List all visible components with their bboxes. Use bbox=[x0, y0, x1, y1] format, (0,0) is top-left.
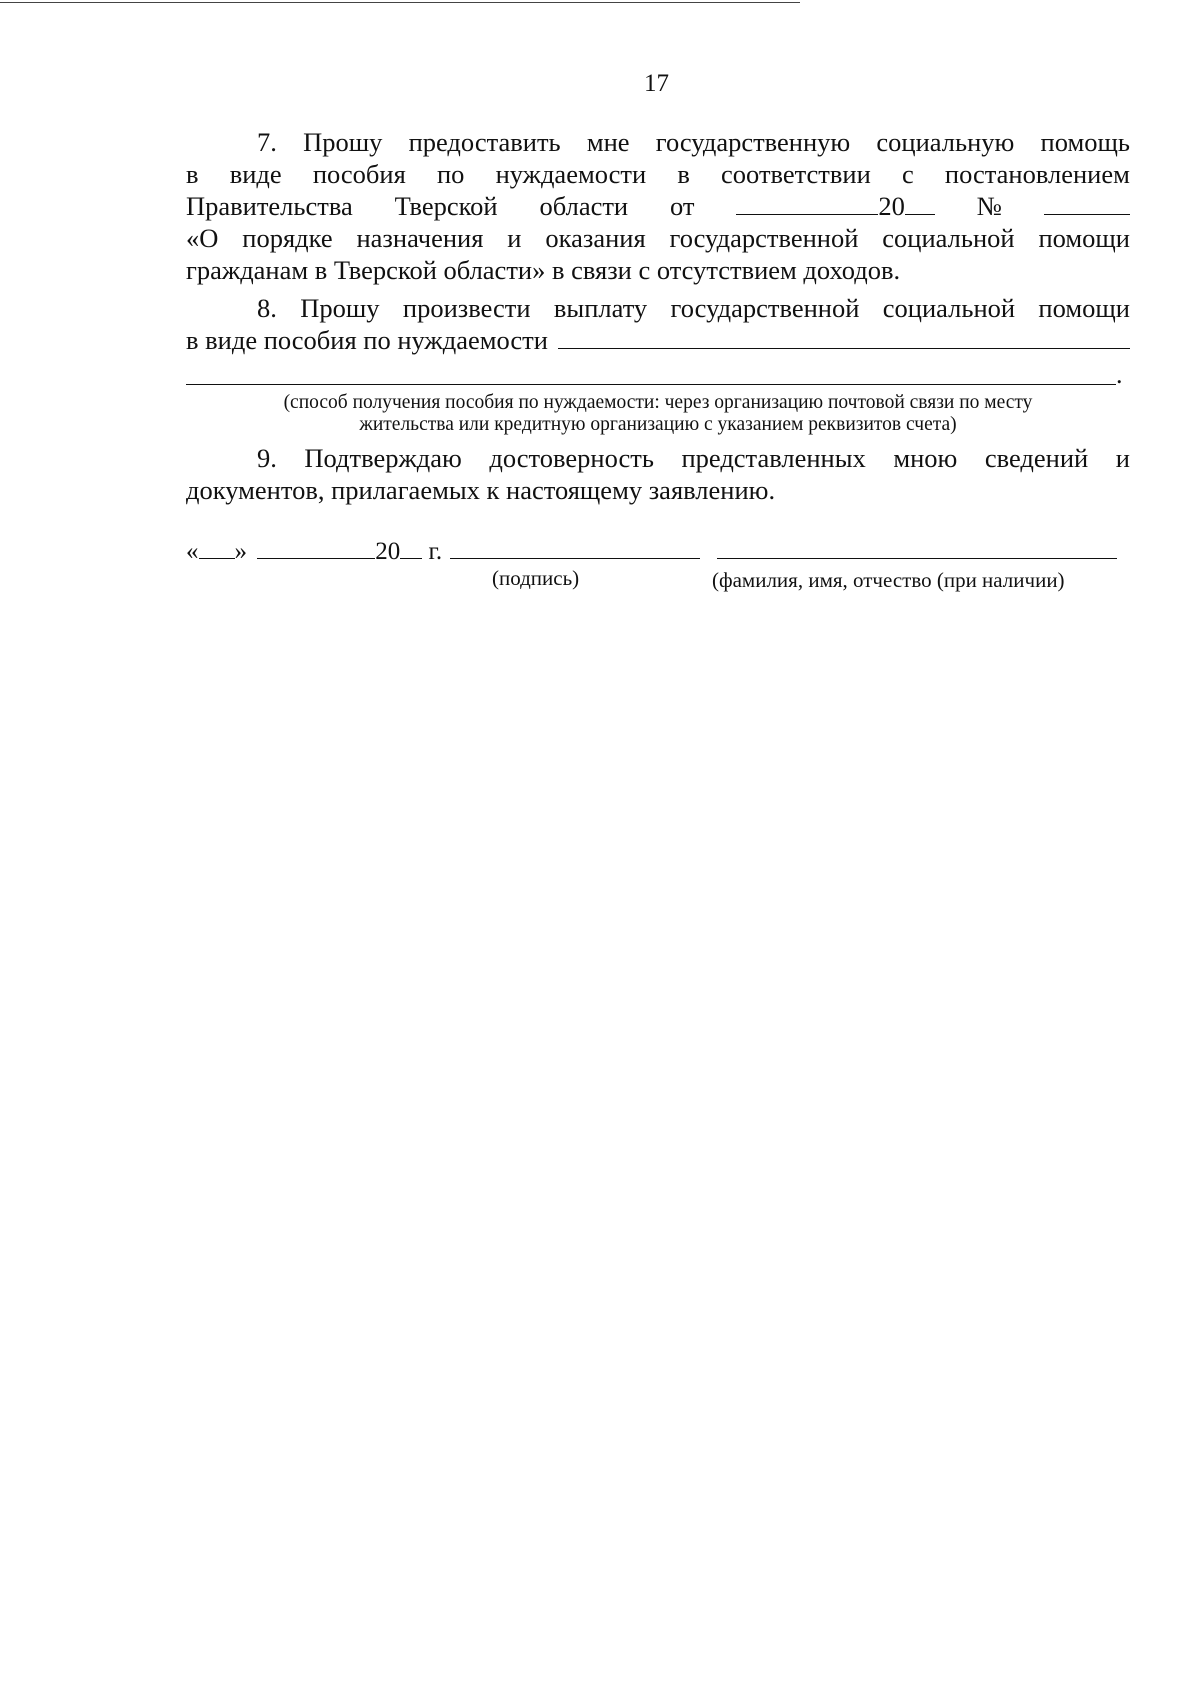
item-7-line-4-word-7: социальной bbox=[882, 223, 1015, 253]
date-year-prefix: 20 bbox=[375, 538, 401, 565]
date-year-suffix: г. bbox=[428, 538, 443, 565]
date-close-quote: » bbox=[234, 538, 247, 565]
item-7-line-1-word-2: Прошу bbox=[303, 127, 383, 157]
item-7-line-2-word-8: с bbox=[901, 159, 914, 189]
signature-blank[interactable] bbox=[450, 534, 700, 559]
item-8-line-1 bbox=[186, 292, 1130, 324]
item-7-line-2-word-5: нуждаемости bbox=[495, 159, 647, 189]
item-9-line-1-word-4: представленных bbox=[681, 443, 866, 473]
number-sign: № bbox=[976, 191, 1003, 221]
paragraph-item-9 bbox=[186, 442, 1130, 506]
item-7-line-1-text bbox=[257, 126, 1130, 158]
payment-method-caption-line-2: жительства или кредитную организацию с указанием реквизитов счета) bbox=[359, 414, 957, 435]
payment-method-blank-line-2[interactable] bbox=[186, 384, 1116, 385]
payment-method-caption-line-1: (способ получения пособия по нуждаемости: через организацию почтовой связи по месту bbox=[283, 392, 1033, 413]
signature-caption: (подпись) bbox=[492, 566, 580, 590]
item-8-line-2 bbox=[186, 324, 1130, 356]
payment-method-caption bbox=[186, 392, 1130, 436]
date-open-quote: « bbox=[186, 538, 199, 565]
item-7-line-4-word-1: «О bbox=[186, 223, 219, 253]
item-7-line-4-word-3: назначения bbox=[356, 223, 484, 253]
item-8-line-2-text: в виде пособия по нуждаемости bbox=[186, 325, 548, 355]
item-7-line-4-word-4: и bbox=[507, 223, 522, 253]
item-8-line-1-word-4: выплату bbox=[553, 293, 648, 323]
item-8-line-1-text bbox=[257, 292, 1130, 324]
top-edge-rule bbox=[0, 2, 800, 3]
item-7-line-3-word-1: Правительства bbox=[186, 191, 353, 221]
item-7-line-3-word-4: от bbox=[670, 191, 695, 221]
item-9-line-1-word-5: мною bbox=[893, 443, 958, 473]
item-8-line-1-word-5: государственной bbox=[670, 293, 860, 323]
item-9-line-1-text bbox=[257, 442, 1130, 474]
page-number: 17 bbox=[644, 70, 669, 97]
item-9-line-1-word-3: достоверность bbox=[489, 443, 654, 473]
item-7-line-4-word-8: помощи bbox=[1038, 223, 1130, 253]
item-9-line-1 bbox=[186, 442, 1130, 474]
item-7-line-1-word-5: государственную bbox=[655, 127, 851, 157]
item-7-line-1-word-7: помощь bbox=[1040, 127, 1130, 157]
item-7-line-4-word-2: порядке bbox=[242, 223, 333, 253]
item-7-line-3-word-3: области bbox=[539, 191, 629, 221]
full-name-blank[interactable] bbox=[717, 534, 1117, 559]
item-8-line-1-word-1: 8. bbox=[257, 293, 277, 323]
signature-row bbox=[186, 534, 1117, 566]
item-9-line-1-word-6: сведений bbox=[984, 443, 1089, 473]
item-9-line-1-word-2: Подтверждаю bbox=[304, 443, 462, 473]
item-7-line-1-word-3: предоставить bbox=[408, 127, 561, 157]
item-9-line-1-word-7: и bbox=[1115, 443, 1130, 473]
item-9-line-2: документов, прилагаемых к настоящему заявлению. bbox=[186, 475, 776, 505]
item-8-line-1-word-2: Прошу bbox=[300, 293, 380, 323]
item-7-line-4-text bbox=[186, 222, 1130, 254]
item-7-line-2-word-1: в bbox=[186, 159, 199, 189]
resolution-date-field[interactable] bbox=[736, 190, 935, 222]
month-blank[interactable] bbox=[257, 534, 375, 559]
resolution-date-blank[interactable] bbox=[736, 190, 878, 215]
day-blank[interactable] bbox=[199, 534, 235, 559]
item-7-line-1-word-6: социальную bbox=[876, 127, 1015, 157]
item-7-line-5: гражданам в Тверской области» в связи с отсутствием доходов. bbox=[186, 255, 901, 285]
resolution-year-prefix: 20 bbox=[878, 191, 905, 221]
item-7-line-2 bbox=[186, 158, 1130, 190]
item-7-line-1-word-1: 7. bbox=[257, 127, 277, 157]
item-7-line-3 bbox=[186, 190, 1130, 222]
item-8-line-1-word-6: социальной bbox=[882, 293, 1016, 323]
item-7-line-1 bbox=[186, 126, 1130, 158]
item-7-line-2-word-2: виде bbox=[229, 159, 282, 189]
full-name-caption: (фамилия, имя, отчество (при наличии) bbox=[712, 568, 1065, 592]
resolution-number-blank[interactable] bbox=[1044, 190, 1130, 215]
item-7-line-2-word-6: в bbox=[677, 159, 690, 189]
payment-method-blank[interactable] bbox=[558, 324, 1130, 349]
item-7-line-1-word-4: мне bbox=[586, 127, 630, 157]
paragraph-item-8 bbox=[186, 292, 1130, 356]
date-year-blank[interactable] bbox=[400, 534, 422, 559]
paragraph-item-7 bbox=[186, 126, 1130, 286]
resolution-year-blank[interactable] bbox=[905, 190, 935, 215]
item-7-line-2-word-3: пособия bbox=[312, 159, 406, 189]
item-7-line-4-word-6: государственной bbox=[669, 223, 859, 253]
item-7-line-3-word-2: Тверской bbox=[394, 191, 498, 221]
item-9-line-1-word-1: 9. bbox=[257, 443, 277, 473]
item-7-line-4-word-5: оказания bbox=[545, 223, 646, 253]
item-7-line-2-word-4: по bbox=[436, 159, 465, 189]
item-7-line-4 bbox=[186, 222, 1130, 254]
payment-method-period: . bbox=[1116, 360, 1123, 389]
item-8-line-1-word-7: помощи bbox=[1038, 293, 1130, 323]
item-7-line-2-word-9: постановлением bbox=[944, 159, 1130, 189]
item-8-line-1-word-3: произвести bbox=[402, 293, 531, 323]
item-7-line-2-word-7: соответствии bbox=[721, 159, 871, 189]
